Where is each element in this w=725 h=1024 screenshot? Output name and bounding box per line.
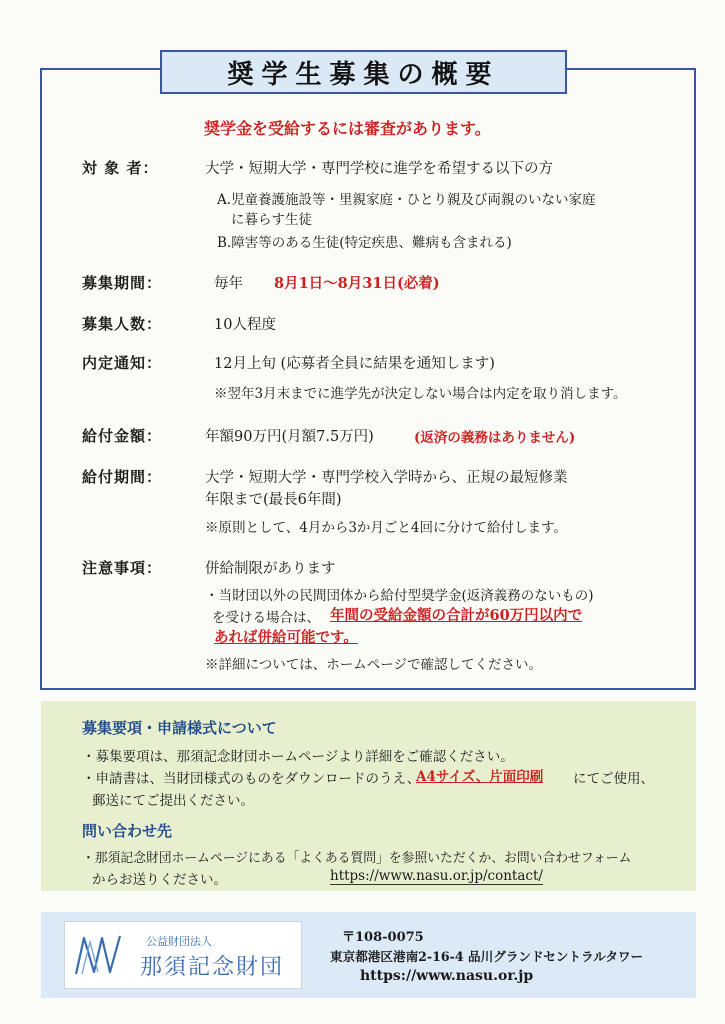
page-title: 奨学生募集の概要 bbox=[227, 59, 500, 90]
target-a-line2: に暮らす生徒 bbox=[231, 212, 312, 228]
caution-line2-prefix: を受ける場合は、 bbox=[212, 610, 320, 626]
period-value: 8月1日～8月31日(必着) bbox=[274, 275, 440, 292]
caution-label: 注意事項： bbox=[82, 559, 163, 577]
contact-line2: からお送りください。 bbox=[92, 872, 227, 888]
website-link[interactable]: https://www.nasu.or.jp bbox=[360, 968, 534, 984]
contact-line1: ・那須記念財団ホームページにある「よくある質問」を参照いただくか、お問い合わせフォーム bbox=[82, 851, 632, 866]
application-heading: 募集要項・申請様式について bbox=[82, 719, 277, 737]
foundation-logo-icon bbox=[72, 932, 126, 978]
org-name: 那須記念財団 bbox=[140, 955, 285, 980]
review-notice: 奨学金を受給するには審査があります。 bbox=[204, 119, 491, 138]
target-main: 大学・短期大学・専門学校に進学を希望する以下の方 bbox=[205, 161, 553, 177]
payment-period-line1: 大学・短期大学・専門学校入学時から、正規の最短修業 bbox=[205, 470, 568, 486]
address: 東京都港区港南2-16-4 品川グランドセントラルタワー bbox=[330, 949, 644, 964]
application-item2-suffix: にてご使用、 bbox=[573, 771, 654, 787]
period-label: 募集期間： bbox=[82, 274, 163, 292]
application-item2-red: A4サイズ、片面印刷 bbox=[416, 769, 544, 785]
contact-url-link[interactable]: https://www.nasu.or.jp/contact/ bbox=[330, 868, 543, 884]
amount-label: 給付金額： bbox=[82, 427, 163, 445]
caution-line3-red: あれば併給可能です。 bbox=[214, 629, 358, 646]
postal-code: 〒108-0075 bbox=[342, 930, 424, 945]
contact-heading: 問い合わせ先 bbox=[82, 822, 173, 840]
title-banner bbox=[160, 50, 567, 94]
caution-note: ※詳細については、ホームページで確認してください。 bbox=[205, 657, 542, 673]
period-prefix: 毎年 bbox=[214, 276, 243, 292]
caution-line1: ・当財団以外の民間団体から給付型奨学金(返済義務のないもの) bbox=[205, 588, 594, 604]
count-label: 募集人数： bbox=[82, 315, 163, 333]
caution-line2-red: 年間の受給金額の合計が60万円以内で bbox=[330, 607, 583, 624]
target-b-line: B.障害等のある生徒(特定疾患、難病も含まれる) bbox=[217, 235, 512, 251]
count-value: 10人程度 bbox=[214, 317, 276, 333]
target-a-line1: A.児童養護施設等・里親家庭・ひとり親及び両親のいない家庭 bbox=[217, 192, 596, 208]
application-item2-prefix: ・申請書は、当財団様式のものをダウンロードのうえ、 bbox=[82, 771, 421, 787]
amount-value: 年額90万円(月額7.5万円) bbox=[205, 429, 374, 445]
notify-label: 内定通知： bbox=[82, 354, 163, 372]
application-item2-line2: 郵送にてご提出ください。 bbox=[92, 793, 254, 809]
amount-note: (返済の義務はありません) bbox=[414, 430, 576, 446]
target-label: 対 象 者： bbox=[82, 159, 159, 177]
payment-period-note: ※原則として、4月から3か月ごと4回に分けて給付します。 bbox=[205, 520, 567, 536]
notify-note: ※翌年3月末までに進学先が決定しない場合は内定を取り消します。 bbox=[214, 386, 627, 402]
caution-main: 併給制限があります bbox=[205, 561, 336, 577]
notify-value: 12月上旬 (応募者全員に結果を通知します) bbox=[214, 356, 495, 372]
org-type: 公益財団法人 bbox=[146, 935, 212, 948]
payment-period-line2: 年限まで(最長6年間) bbox=[205, 492, 342, 508]
payment-period-label: 給付期間： bbox=[82, 468, 163, 486]
application-item1: ・募集要項は、那須記念財団ホームページより詳細をご確認ください。 bbox=[82, 749, 514, 765]
